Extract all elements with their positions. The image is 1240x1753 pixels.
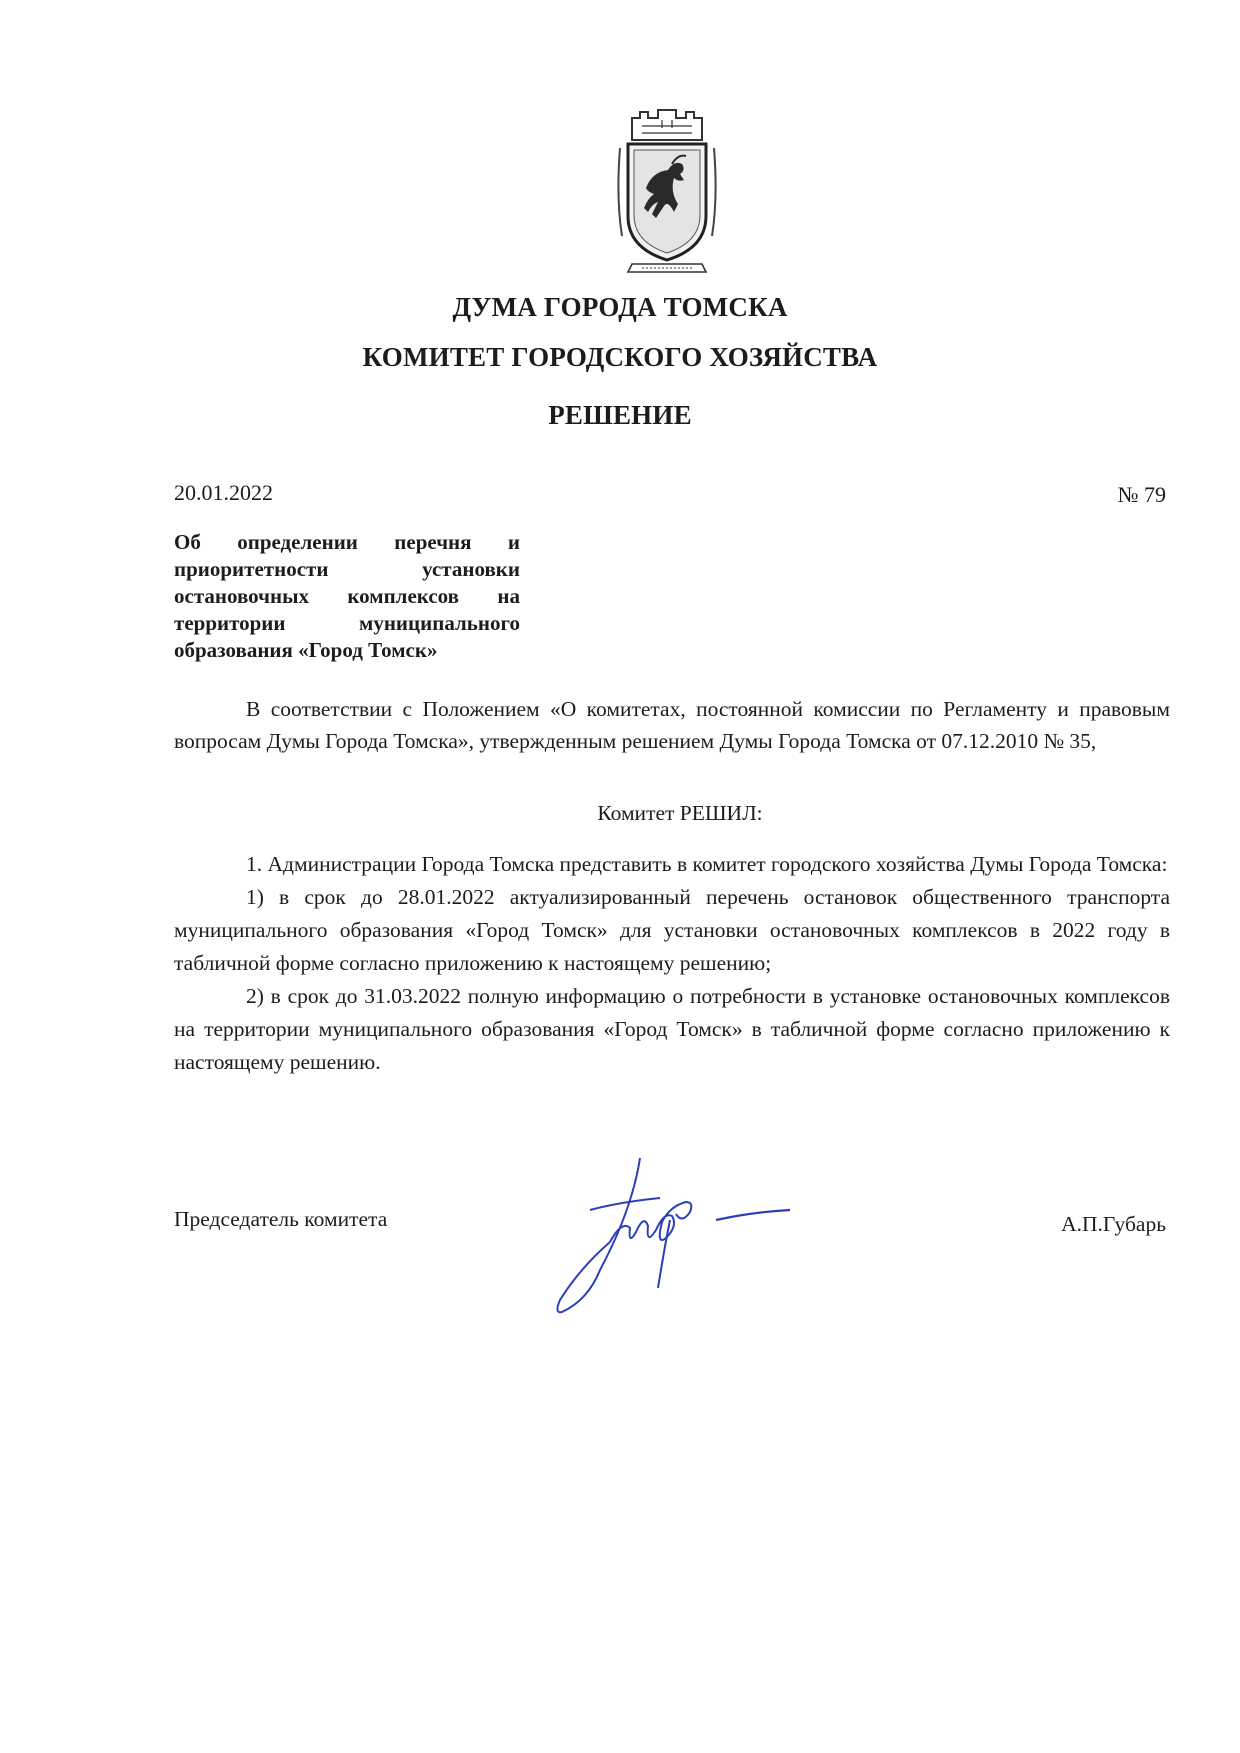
document-type-title: РЕШЕНИЕ <box>548 400 692 430</box>
coat-of-arms-icon <box>612 108 722 278</box>
resolution-item: 1) в срок до 28.01.2022 актуализированный перечень остановок общественного транспорта муниципального образования «Город Томск» для установки остановочных комплексов в 2022 году в табличной форме согласно приложению к настоящему решению; <box>174 885 1170 975</box>
handwritten-signature <box>540 1150 840 1320</box>
document-number: № 79 <box>1117 482 1166 507</box>
committee-title: КОМИТЕТ ГОРОДСКОГО ХОЗЯЙСТВА <box>362 342 878 372</box>
preamble-block <box>174 693 1170 757</box>
organization-title: ДУМА ГОРОДА ТОМСКА <box>452 292 788 322</box>
document-subject: Об определении перечня и приоритетности установки остановочных комплексов на территории муниципального образования «Город Томск» <box>174 530 520 662</box>
decided-label: Комитет РЕШИЛ: <box>597 801 763 825</box>
resolution-item: 1. Администрации Города Томска представить в комитет городского хозяйства Думы Города Томска: <box>246 852 1168 876</box>
document-date: 20.01.2022 <box>174 480 273 505</box>
signatory-role: Председатель комитета <box>174 1207 388 1231</box>
resolution-item: 2) в срок до 31.03.2022 полную информацию о потребности в установке остановочных комплексов на территории муниципального образования «Город Томск» в табличной форме согласно приложению к настоящему решению. <box>174 984 1170 1074</box>
resolution-items <box>174 848 1170 1079</box>
preamble-paragraph: В соответствии с Положением «О комитетах, постоянной комиссии по Регламенту и правовым вопросам Думы Города Томска», утвержденным решением Думы Города Томска от 07.12.2010 № 35, <box>174 697 1170 753</box>
signatory-name: А.П.Губарь <box>1061 1212 1166 1236</box>
